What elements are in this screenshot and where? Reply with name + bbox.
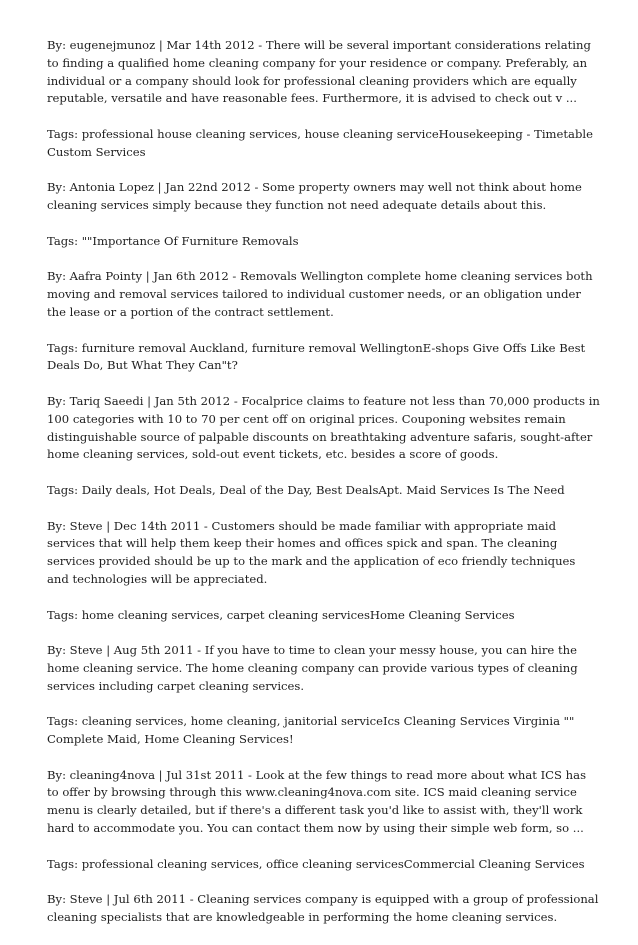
document-page — [47, 37, 600, 945]
article-summary-cleaning4nova: By: cleaning4nova | Jul 31st 2011 - Look at the few things to read more about what ICS has to offer by browsing through this www.cleaning4nova.com site. ICS maid cleaning service menu is clearly detailed, but if there's a different task you'd like to assist with, they'll work hard to accommodate you. You can contact them now by using their simple web form, so ... — [47, 767, 587, 836]
article-tags: Tags: professional cleaning services, office cleaning servicesCommercial Cleaning Services — [47, 856, 585, 871]
article-summary-steve-aug: By: Steve | Aug 5th 2011 - If you have to time to clean your messy house, you can hire the home cleaning service. The home cleaning company can provide various types of cleaning services including carpet cleaning services. — [47, 643, 578, 693]
article-tags: Tags: Daily deals, Hot Deals, Deal of the Day, Best DealsApt. Maid Services Is The Need — [47, 482, 565, 497]
article-summary-eugenejmunoz: By: eugenejmunoz | Mar 14th 2012 - There will be several important considerations relating to finding a qualified home cleaning company for your residence or company. Preferably, an individual or a company should look for professional cleaning providers which are equally reputable, versatile and have reasonable fees. Furthermore, it is advised to check out v ... — [47, 38, 591, 106]
article-summary-aafra-pointy: By: Aafra Pointy | Jan 6th 2012 - Removals Wellington complete home cleaning services both moving and removal services tailored to individual customer needs, or an obligation under the lease or a portion of the contract settlement. — [47, 269, 593, 319]
article-tags: Tags: home cleaning services, carpet cleaning servicesHome Cleaning Services — [47, 607, 515, 622]
article-summary-antonia-lopez: By: Antonia Lopez | Jan 22nd 2012 - Some property owners may well not think about home cleaning services simply because they function not need adequate details about this. — [47, 180, 582, 213]
article-summary-steve-jul: By: Steve | Jul 6th 2011 - Cleaning services company is equipped with a group of professional cleaning specialists that are knowledgeable in performing the home cleaning services. — [47, 892, 599, 925]
article-summary-tariq-saeedi: By: Tariq Saeedi | Jan 5th 2012 - Focalprice claims to feature not less than 70,000 products in 100 categories with 10 to 70 per cent off on original prices. Couponing websites remain distinguishable source of palpable discounts on breathtaking adventure safaris, sought-after home cleaning services, sold-out event tickets, etc. besides a score of goods. — [47, 393, 600, 462]
article-summary-steve-dec: By: Steve | Dec 14th 2011 - Customers should be made familiar with appropriate maid services that will help them keep their homes and offices spick and span. The cleaning services provided should be up to the mark and the application of eco friendly techniques and technologies will be appreciated. — [47, 518, 576, 586]
article-tags: Tags: professional house cleaning services, house cleaning serviceHousekeeping - Timetable Custom Services — [47, 126, 593, 159]
article-tags: Tags: cleaning services, home cleaning, janitorial serviceIcs Cleaning Services Virginia "" Complete Maid, Home Cleaning Services! — [47, 714, 575, 747]
article-tags: Tags: furniture removal Auckland, furniture removal WellingtonE-shops Give Offs Like Best Deals Do, But What They Can"t? — [47, 340, 586, 373]
article-tags: Tags: ""Importance Of Furniture Removals — [47, 233, 299, 248]
